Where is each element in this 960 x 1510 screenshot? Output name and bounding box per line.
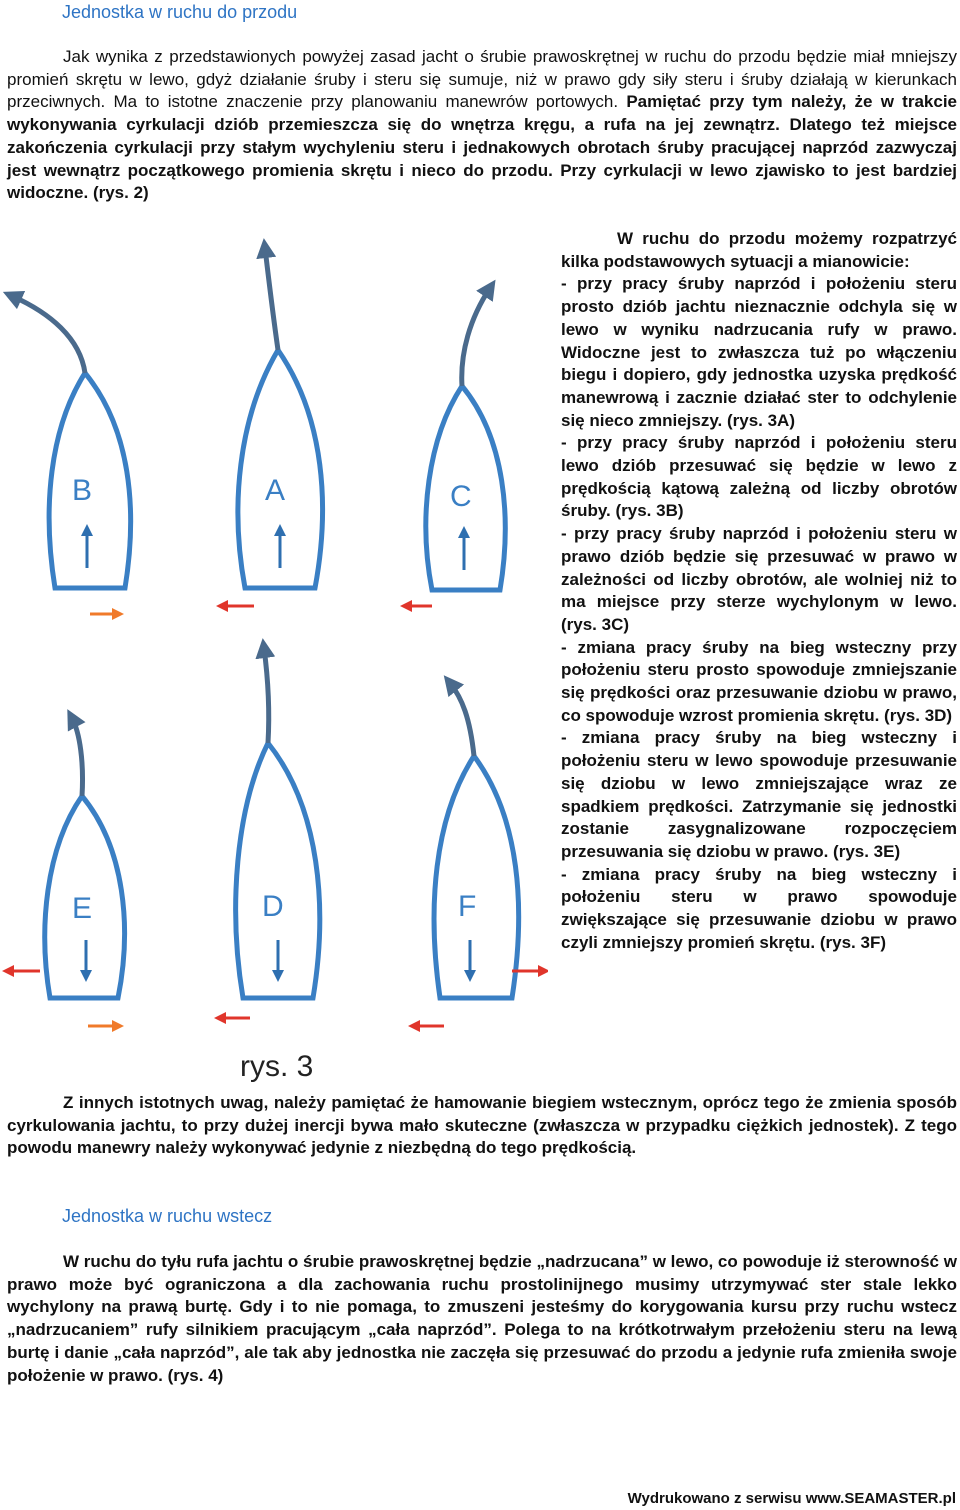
boat-d-course <box>264 648 269 743</box>
side-item-3a: - przy pracy śruby naprzód i położeniu steru prosto dziób jachtu nieznacznie odchyla się w lewo w wyniku nadrzucania rufy w prawo. Widoczne jest to zwłaszcza tuż po włączeniu biegu i dopiero, gdy jednostka uzyska prędkość manewrową i zacznie działać ster to odchylenie się nieco zmniejszy. (rys. 3A) <box>561 274 957 430</box>
paragraph-reverse-text: W ruchu do tyłu rufa jachtu o śrubie prawoskrętnej będzie „nadrzucana” w lewo, co powoduje iż sterowność w prawo może być ograniczona a dla zachowania ruchu prostolinijnego musimy utrzymywać ster stale lekko wychylony na prawą burtę. Gdy i to nie pomaga, to zmuszeni jesteśmy do korygowania kursu przy ruchu wstecz „nadrzucaniem” rufy silnikiem pracującym „cała naprzód”. Polega to na krótkotrwałym przełożeniu steru na lewą burtę i danie „cała naprzód”, ale tak aby jednostka nie zaczęła się przesuwać do przodu a jedynie rufa zmieniła swoje położenie w prawo. (rys. 4) <box>7 1252 957 1385</box>
boat-b-label: B <box>72 474 93 507</box>
boat-d <box>220 648 320 1018</box>
side-item-3d: - zmiana pracy śruby na bieg wsteczny przy położeniu steru prosto spowoduje zmniejszanie się prędkości oraz przesuwanie dziobu w prawo, co spowoduje wzrost promienia skrętu. (rys. 3D) <box>561 637 957 725</box>
paragraph-braking-note-text: Z innych istotnych uwag, należy pamiętać że hamowanie biegiem wstecznym, oprócz tego że zmienia sposób cyrkulowania jachtu, to przy dużej inercji bywa mało skuteczne (zwłaszcza w przypadku ciężkich jednostek). Z tego powodu manewry należy wykonywać jedynie z niezbędną do tego prędkością. <box>7 1093 957 1158</box>
boat-f <box>414 683 544 1026</box>
boat-a-course <box>265 248 278 350</box>
side-intro <box>561 228 957 273</box>
section-heading-forward: Jednostka w ruchu do przodu <box>62 2 298 22</box>
side-intro-text: W ruchu do przodu możemy rozpatrzyć kilka podstawowych sytuacji a mianowicie: <box>561 229 957 271</box>
figure-caption: rys. 3 <box>240 1050 314 1083</box>
side-item-3c: - przy pracy śruby naprzód i położeniu steru w prawo dziób będzie się przesuwać w prawo w zależności od liczby obrotów, ale wolniej niż to ma miejsce przy sterze wychylonym w lewo. (rys. 3C) <box>561 524 957 634</box>
side-item-3e: - zmiana pracy śruby na bieg wsteczny i położeniu steru w lewo spowoduje przesuwanie się dziobu w lewo zmniejszające wraz ze spadkiem prędkości. Zatrzymanie się jednostki zostanie zasygnalizowane rozpoczęciem przesuwania się dziobu w prawo. (rys. 3E) <box>561 728 957 861</box>
side-item-3f: - zmiana pracy śruby na bieg wsteczny i położeniu steru w prawo spowoduje zwiększające się przesuwanie dziobu w prawo czyli zmniejszy promień skrętu. (rys. 3F) <box>561 864 957 952</box>
boat-b-course <box>12 296 85 373</box>
boat-a <box>222 248 323 606</box>
paragraph-forward-intro-light: Jak wynika z przedstawionych powyżej zasad jacht o śrubie prawoskrętnej w ruchu do przodu będzie miał mniejszy promień skrętu w lewo, gdyż działanie śruby i steru się sumuje, niż w prawo gdy siły steru i śruby działają w kierunkach przeciwnych. Ma to istotne znaczenie przy planowaniu manewrów portowych. <box>7 47 957 112</box>
boat-c-label: C <box>450 480 472 513</box>
footer-source: Wydrukowano z serwisu www.SEAMASTER.pl <box>627 1490 956 1507</box>
paragraph-forward-intro <box>7 46 957 205</box>
paragraph-forward-intro-bold: Pamiętać przy tym należy, że w trakcie wykonywania cyrkulacji dziób przemieszcza się do wnętrza kręgu, a rufa na jej zewnątrz. Dlatego też miejsce zakończenia cyrkulacji przy stałym wychyleniu steru i jednakowych obrotach śruby pracującej naprzód zazwyczaj jest wewnątrz początkowego promienia skrętu i nieco do przodu. Przy cyrkulacji w lewo zjawisko to jest bardziej widoczne. (rys. 2) <box>7 92 958 203</box>
boat-e <box>8 718 125 1026</box>
side-item-3b: - przy pracy śruby naprzód i położeniu steru lewo dziób przesuwać się będzie w lewo z prędkością kątową zależną od liczby obrotów śruby. (rys. 3B) <box>561 433 957 521</box>
paragraph-braking-note <box>7 1092 957 1160</box>
section-heading-reverse: Jednostka w ruchu wstecz <box>62 1206 273 1226</box>
boat-c <box>406 288 505 606</box>
boat-e-course <box>72 718 83 796</box>
boat-f-hull <box>434 756 519 998</box>
boat-f-label: F <box>458 890 477 923</box>
side-column <box>561 228 957 955</box>
boat-f-course <box>450 683 474 756</box>
boat-d-label: D <box>262 890 284 923</box>
boat-e-label: E <box>72 892 93 925</box>
boat-c-course <box>462 288 490 386</box>
paragraph-reverse <box>7 1251 957 1387</box>
boat-b <box>12 296 131 614</box>
figure-rys-3 <box>0 228 548 1088</box>
boat-a-label: A <box>265 474 286 507</box>
